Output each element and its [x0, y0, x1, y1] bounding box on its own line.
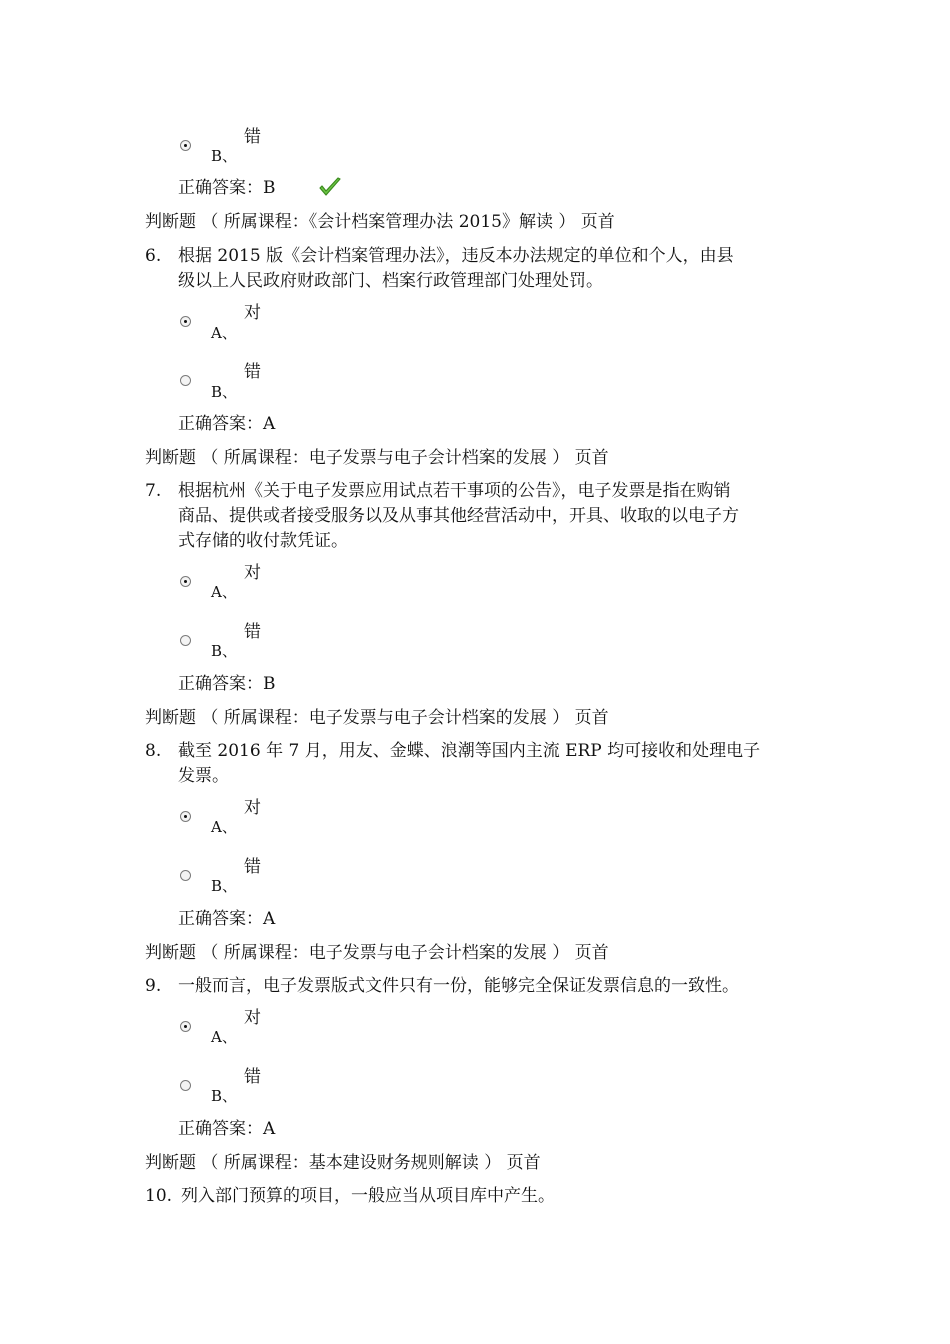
question-number: 10.: [145, 1186, 173, 1206]
option-a-radio[interactable]: [180, 576, 191, 587]
question-line: 式存储的收付款凭证。: [178, 531, 348, 551]
option-a-text: 对: [244, 563, 261, 583]
option-a-text: 对: [244, 798, 261, 818]
radio-selected-dot: [184, 320, 187, 323]
option-a-letter: A、: [211, 324, 237, 342]
option-b-letter: B、: [211, 642, 238, 660]
option-a-text: 对: [244, 1008, 261, 1028]
option-b-text: 错: [244, 127, 261, 147]
question-line: 列入部门预算的项目，一般应当从项目库中产生。: [181, 1186, 555, 1206]
question-line: 一般而言，电子发票版式文件只有一份，能够完全保证发票信息的一致性。: [178, 976, 739, 996]
option-b-text: 错: [244, 622, 261, 642]
question-header: 判断题 （ 所属课程：基本建设财务规则解读 ） 页首: [145, 1153, 541, 1173]
radio-selected-dot: [184, 1025, 187, 1028]
question-header: 判断题 （ 所属课程：电子发票与电子会计档案的发展 ） 页首: [145, 448, 609, 468]
option-b-text: 错: [244, 1067, 261, 1087]
correct-answer: 正确答案：A: [178, 1119, 276, 1139]
checkmark-icon: [318, 177, 342, 197]
radio-selected-dot: [184, 815, 187, 818]
option-a-radio[interactable]: [180, 316, 191, 327]
option-b-radio[interactable]: [180, 1080, 191, 1091]
option-a-radio[interactable]: [180, 811, 191, 822]
question-line: 商品、提供或者接受服务以及从事其他经营活动中，开具、收取的以电子方: [178, 506, 739, 526]
question-line: 发票。: [178, 766, 229, 786]
option-a-letter: A、: [211, 818, 237, 836]
option-a-text: 对: [244, 303, 261, 323]
correct-answer: 正确答案：B: [178, 178, 276, 198]
radio-selected-dot: [184, 144, 187, 147]
option-a-radio[interactable]: [180, 1021, 191, 1032]
question-number: 6.: [145, 246, 162, 266]
question-line: 截至 2016 年 7 月，用友、金蝶、浪潮等国内主流 ERP 均可接收和处理电子: [178, 741, 761, 761]
option-b-text: 错: [244, 362, 261, 382]
radio-selected-dot: [184, 580, 187, 583]
question-line: 级以上人民政府财政部门、档案行政管理部门处理处罚。: [178, 271, 603, 291]
correct-answer: 正确答案：A: [178, 909, 276, 929]
option-b-letter: B、: [211, 383, 238, 401]
option-b-letter: B、: [211, 877, 238, 895]
question-header: 判断题 （ 所属课程：电子发票与电子会计档案的发展 ） 页首: [145, 943, 609, 963]
option-b-radio[interactable]: [180, 140, 191, 151]
option-b-text: 错: [244, 857, 261, 877]
option-b-letter: B、: [211, 147, 238, 165]
option-b-radio[interactable]: [180, 375, 191, 386]
correct-answer: 正确答案：A: [178, 414, 276, 434]
question-number: 8.: [145, 741, 162, 761]
option-b-radio[interactable]: [180, 635, 191, 646]
option-a-letter: A、: [211, 1028, 237, 1046]
option-b-letter: B、: [211, 1087, 238, 1105]
question-line: 根据杭州《关于电子发票应用试点若干事项的公告》，电子发票是指在购销: [178, 481, 731, 501]
question-number: 9.: [145, 976, 162, 996]
question-header: 判断题 （ 所属课程：《会计档案管理办法 2015》解读 ） 页首: [145, 212, 615, 232]
question-number: 7.: [145, 481, 162, 501]
correct-answer: 正确答案：B: [178, 674, 276, 694]
option-a-letter: A、: [211, 583, 237, 601]
option-b-radio[interactable]: [180, 870, 191, 881]
question-line: 根据 2015 版《会计档案管理办法》，违反本办法规定的单位和个人，由县: [178, 246, 734, 266]
question-header: 判断题 （ 所属课程：电子发票与电子会计档案的发展 ） 页首: [145, 708, 609, 728]
